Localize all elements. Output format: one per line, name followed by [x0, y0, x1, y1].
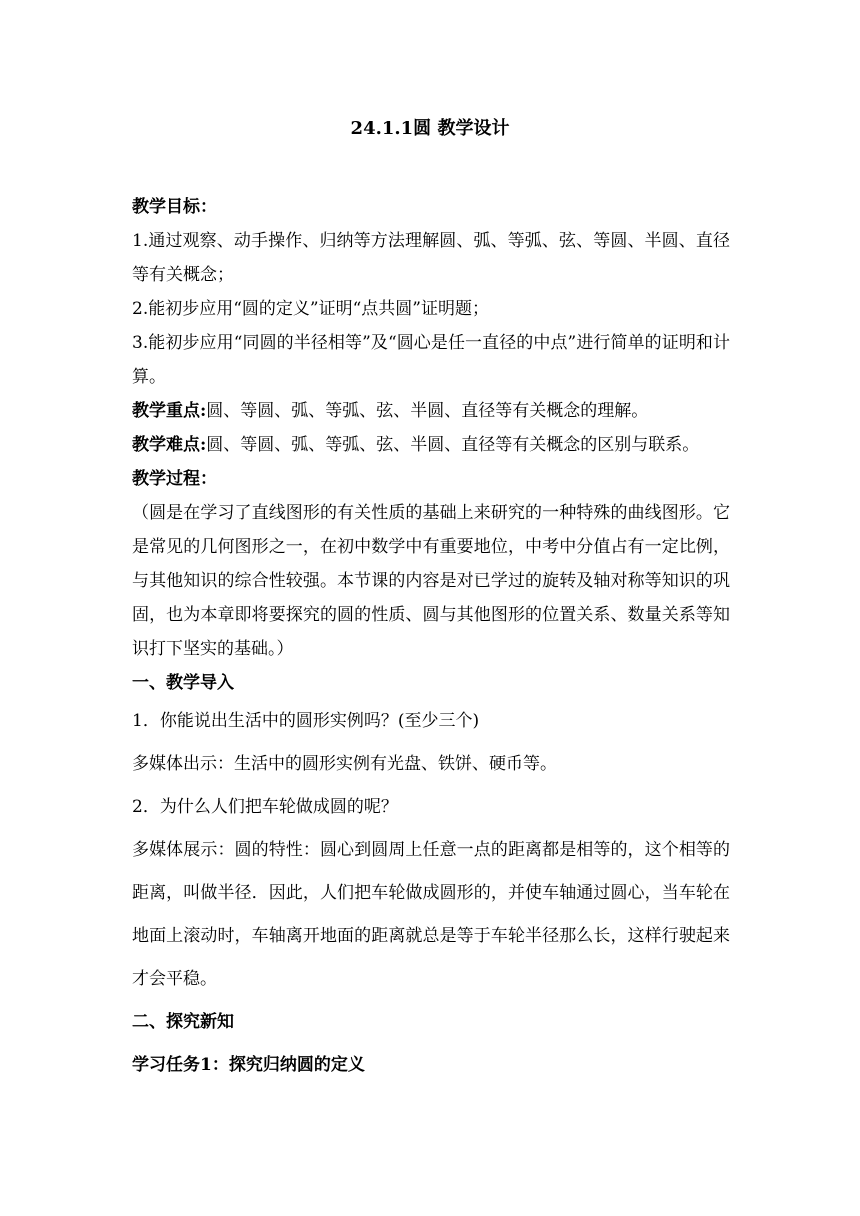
learning-task-1: 学习任务1：探究归纳圆的定义 — [132, 1055, 365, 1075]
section1-question-2: 2．为什么人们把车轮做成圆的呢？ — [132, 797, 398, 817]
objective-item-3: 3.能初步应用“同圆的半径相等”及“圆心是任一直径的中点”进行简单的证明和计算。 — [132, 333, 730, 387]
document-body — [132, 190, 730, 1087]
section1-answer-1: 多媒体出示：生活中的圆形实例有光盘、铁饼、硬币等。 — [132, 754, 557, 774]
objective-item-2: 2.能初步应用“圆的定义”证明“点共圆”证明题； — [132, 299, 489, 319]
section1-heading: 一、教学导入 — [132, 673, 234, 693]
section2-heading: 二、探究新知 — [132, 1012, 234, 1032]
difficult-point-label: 教学难点: — [132, 435, 207, 455]
difficult-point-text: 圆、等圆、弧、等弧、弦、半圆、直径等有关概念的区别与联系。 — [206, 435, 700, 455]
section1-question-1: 1．你能说出生活中的圆形实例吗？(至少三个) — [132, 711, 480, 731]
process-heading: 教学过程： — [132, 469, 217, 489]
objectives-heading: 教学目标： — [132, 197, 217, 217]
process-intro: （圆是在学习了直线图形的有关性质的基础上来研究的一种特殊的曲线图形。它是常见的几何图形之一，在初中数学中有重要地位，中考中分值占有一定比例，与其他知识的综合性较强。本节课的内容是对已学过的旋转及轴对称等知识的巩固，也为本章即将要探究的圆的性质、圆与其他图形的位置关系、数量关系等知识打下坚实的基础。） — [132, 503, 730, 659]
section1-answer-2: 多媒体展示：圆的特性：圆心到圆周上任意一点的距离都是相等的，这个相等的距离，叫做半径．因此，人们把车轮做成圆形的，并使车轴通过圆心，当车轮在地面上滚动时，车轴离开地面的距离就总是等于车轮半径那么长，这样行驶起来才会平稳。 — [132, 840, 730, 989]
key-point-label: 教学重点: — [132, 401, 207, 421]
difficult-point — [132, 428, 730, 462]
key-point — [132, 394, 730, 428]
key-point-text: 圆、等圆、弧、等弧、弦、半圆、直径等有关概念的理解。 — [206, 401, 649, 421]
objective-item-1: 1.通过观察、动手操作、归纳等方法理解圆、弧、等弧、弦、等圆、半圆、直径等有关概念； — [132, 231, 730, 285]
document-title: 24.1.1圆 教学设计 — [350, 118, 510, 139]
